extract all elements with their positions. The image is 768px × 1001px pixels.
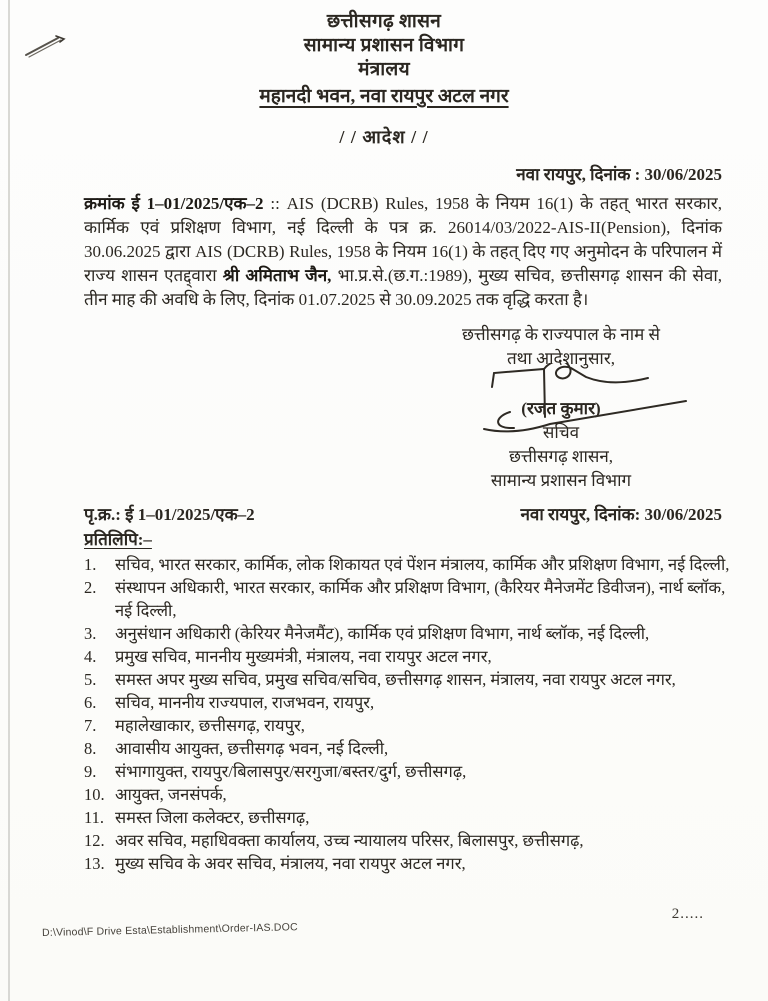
- copy-recipient-item: अवर सचिव, महाधिवक्ता कार्यालय, उच्च न्यायालय परिसर, बिलासपुर, छत्तीसगढ़,: [115, 831, 584, 850]
- endorsement-ref-number: पृ.क्र.: ई 1–01/2025/एक–2: [84, 505, 255, 524]
- signature-block: [406, 323, 716, 493]
- signatory-org-line-2: सामान्य प्रशासन विभाग: [490, 471, 632, 490]
- letterhead-department: सामान्य प्रशासन विभाग: [303, 35, 465, 56]
- copy-recipient-item: मुख्य सचिव के अवर सचिव, मंत्रालय, नवा रायपुर अटल नगर,: [115, 854, 466, 873]
- page-continuation-marker: 2.....: [671, 906, 704, 922]
- copy-recipient-item: आयुक्त, जनसंपर्क,: [115, 785, 227, 804]
- order-body-text-2: भा.प्र.से.(छ.ग.:1989), मुख्य सचिव, छत्तीसगढ़ शासन की सेवा, तीन माह की अवधि के लिए, दिनांक 01.07.2025 से 30.09.2025 तक वृद्धि करता है।: [84, 266, 723, 309]
- endorsement-row: [84, 502, 722, 525]
- issue-date-line: नवा रायपुर, दिनांक : 30/06/2025: [516, 165, 722, 184]
- copy-recipient-item: समस्त अपर मुख्य सचिव, प्रमुख सचिव/सचिव, छत्तीसगढ़ शासन, मंत्रालय, नवा रायपुर अटल नगर,: [115, 670, 676, 689]
- letterhead-government: छत्तीसगढ़ शासन: [326, 11, 442, 32]
- pen-mark-scribble: [18, 24, 78, 66]
- order-paragraph: [84, 192, 722, 312]
- copy-recipient-item: संस्थापन अधिकारी, भारत सरकार, कार्मिक और प्रशिक्षण विभाग, (कैरियर मैनेजमेंट डिवीजन), नार्थ ब्लॉक, नई दिल्ली,: [115, 578, 726, 620]
- letterhead: [0, 0, 768, 149]
- scan-edge-line: [8, 0, 10, 1001]
- authority-line-2: तथा आदेशानुसार,: [506, 349, 616, 368]
- copy-recipient-item: महालेखाकार, छत्तीसगढ़, रायपुर,: [115, 716, 305, 735]
- order-reference-number: क्रमांक ई 1–01/2025/एक–2: [84, 194, 264, 213]
- copies-label: प्रतिलिपि:–: [84, 530, 152, 549]
- copy-recipient-item: समस्त जिला कलेक्टर, छत्तीसगढ़,: [115, 808, 310, 827]
- order-body-text-1: :: AIS (DCRB) Rules, 1958 के नियम 16(1) के तहत् भारत सरकार, कार्मिक एवं प्रशिक्षण विभाग, नई दिल्ली के पत्र क्र. 26014/03/2022-AIS-II(Pension), दिनांक 30.06.2025 द्वारा AIS (DCRB) Rules, 1958 के नियम 16(1) के तहत् दिए गए अनुमोदन के परिपालन में राज्य शासन एतद्द्वारा: [84, 194, 722, 285]
- letterhead-ministry: मंत्रालय: [358, 59, 410, 80]
- authority-line-1: छत्तीसगढ़ के राज्यपाल के नाम से: [461, 325, 661, 344]
- signatory-org-line-1: छत्तीसगढ़ शासन,: [508, 447, 614, 466]
- officer-name: श्री अमिताभ जैन,: [222, 266, 332, 285]
- copy-recipient-item: सचिव, माननीय राज्यपाल, राजभवन, रायपुर,: [115, 693, 375, 712]
- signatory-designation: सचिव: [542, 423, 580, 442]
- endorsement-date-line: नवा रायपुर, दिनांक: 30/06/2025: [520, 505, 722, 524]
- copy-recipient-item: आवासीय आयुक्त, छत्तीसगढ़ भवन, नई दिल्ली,: [115, 739, 389, 758]
- letterhead-address: महानदी भवन, नवा रायपुर अटल नगर: [259, 86, 509, 107]
- document-file-path: D:\Vinod\F Drive Esta\Establishment\Order-IAS.DOC: [41, 921, 298, 939]
- copy-recipient-item: सचिव, भारत सरकार, कार्मिक, लोक शिकायत एवं पेंशन मंत्रालय, कार्मिक और प्रशिक्षण विभाग, नई दिल्ली,: [115, 555, 730, 574]
- signatory-name: (रजत कुमार): [521, 399, 601, 418]
- copy-recipient-item: प्रमुख सचिव, माननीय मुख्यमंत्री, मंत्रालय, नवा रायपुर अटल नगर,: [115, 647, 492, 666]
- copies-list: [84, 553, 732, 875]
- order-title: / / आदेश / /: [339, 127, 429, 147]
- copy-recipient-item: अनुसंधान अधिकारी (केरियर मैनेजमैंट), कार्मिक एवं प्रशिक्षण विभाग, नार्थ ब्लॉक, नई दिल्ली,: [115, 624, 650, 643]
- copy-recipient-item: संभागायुक्त, रायपुर/बिलासपुर/सरगुजा/बस्तर/दुर्ग, छत्तीसगढ़,: [115, 762, 467, 781]
